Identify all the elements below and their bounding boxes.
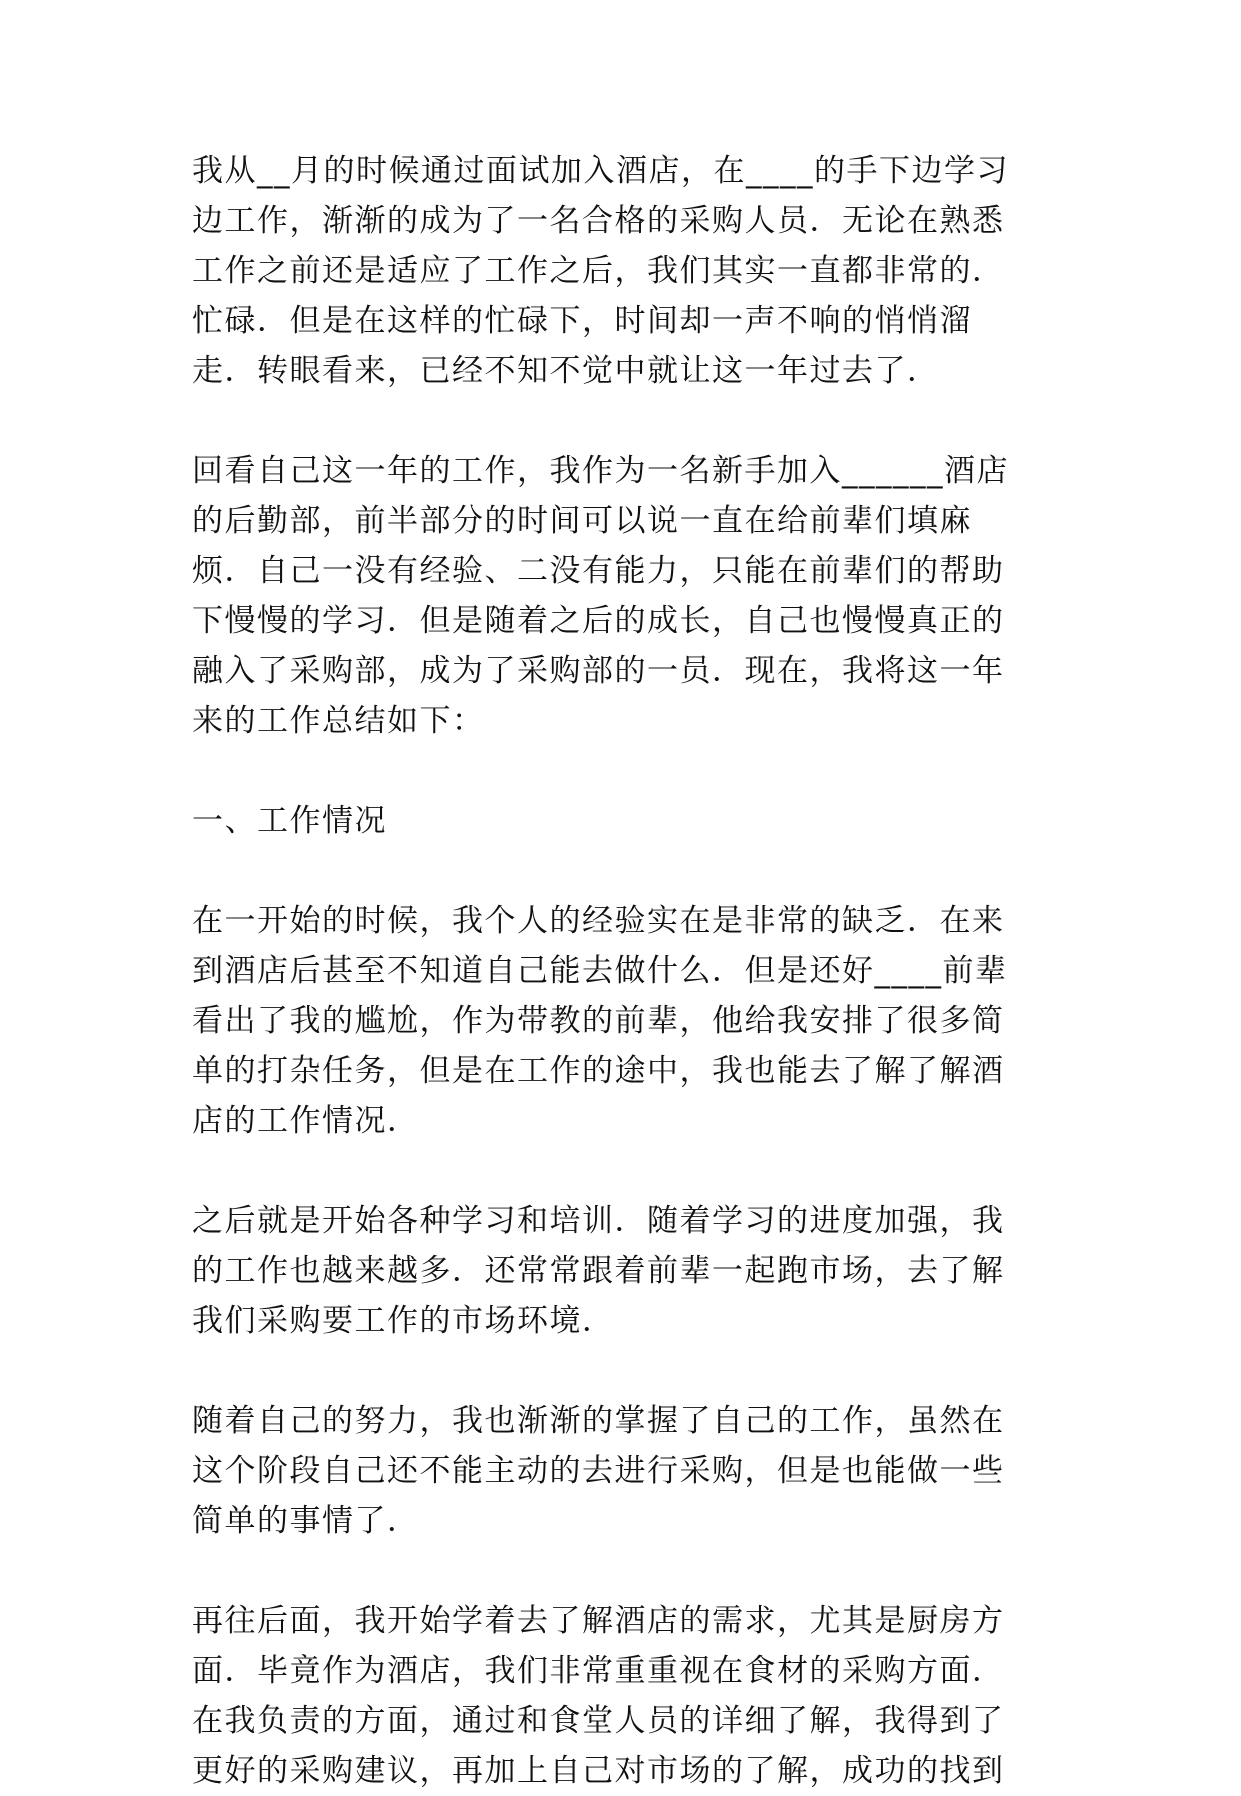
document-body — [192, 146, 1032, 1796]
paragraph-beginning: 在一开始的时候，我个人的经验实在是非常的缺乏．在来到酒店后甚至不知道自己能去做什么．但是还好____前辈看出了我的尴尬，作为带教的前辈，他给我安排了很多简单的打杂任务，但是在工作的途中，我也能去了解了解酒店的工作情况． — [192, 903, 1008, 1139]
paragraph-kitchen-needs: 再往后面，我开始学着去了解酒店的需求，尤其是厨房方面．毕竟作为酒店，我们非常重重视在食材的采购方面．在我负责的方面，通过和食堂人员的详细了解，我得到了更好的采购建议，再加上自己对市场的了解，成功的找到 — [192, 1603, 1005, 1789]
section-heading-work-status: 一、工作情况 — [192, 803, 387, 839]
paragraph-review: 回看自己这一年的工作，我作为一名新手加入______酒店的后勤部，前半部分的时间可以说一直在给前辈们填麻烦．自己一没有经验、二没有能力，只能在前辈们的帮助下慢慢的学习．但是随着之后的成长，自己也慢慢真正的融入了采购部，成为了采购部的一员．现在，我将这一年来的工作总结如下： — [192, 453, 1009, 739]
paragraph-intro: 我从__月的时候通过面试加入酒店，在____的手下边学习边工作，渐渐的成为了一名合格的采购人员．无论在熟悉工作之前还是适应了工作之后，我们其实一直都非常的．忙碌．但是在这样的忙碌下，时间却一声不响的悄悄溜走．转眼看来，已经不知不觉中就让这一年过去了． — [192, 153, 1009, 389]
paragraph-progress: 随着自己的努力，我也渐渐的掌握了自己的工作，虽然在这个阶段自己还不能主动的去进行采购，但是也能做一些简单的事情了． — [192, 1403, 1005, 1539]
paragraph-training: 之后就是开始各种学习和培训．随着学习的进度加强，我的工作也越来越多．还常常跟着前辈一起跑市场，去了解我们采购要工作的市场环境． — [192, 1203, 1005, 1339]
